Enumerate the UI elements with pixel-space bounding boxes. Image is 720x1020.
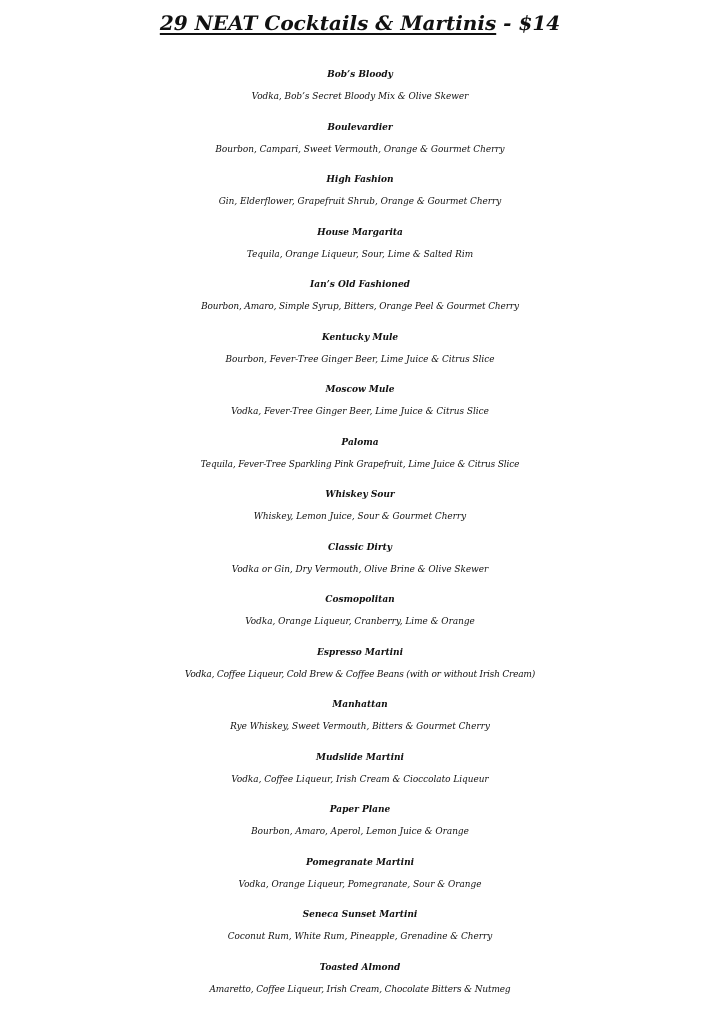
item-name: Whiskey Sour: [325, 490, 395, 500]
menu-item: [0, 117, 720, 170]
menu-item: [0, 904, 720, 957]
item-name: Seneca Sunset Martini: [302, 910, 418, 920]
menu-heading: [0, 8, 720, 38]
menu-item: [0, 222, 720, 275]
item-description: Vodka, Coffee Liqueur, Cold Brew & Coffee Beans (with or without Irish Cream): [184, 669, 536, 680]
item-description: Vodka or Gin, Dry Vermouth, Olive Brine & Olive Skewer: [231, 564, 489, 575]
item-description: Coconut Rum, White Rum, Pineapple, Grenadine & Cherry: [227, 932, 493, 942]
menu-item: [0, 642, 720, 695]
menu-item: [0, 852, 720, 905]
menu-item: [0, 64, 720, 117]
item-name: House Margarita: [317, 227, 403, 238]
item-description: Gin, Elderflower, Grapefruit Shrub, Orange & Gourmet Cherry: [218, 197, 502, 207]
item-name: Classic Dirty: [328, 542, 392, 553]
item-description: Bourbon, Campari, Sweet Vermouth, Orange & Gourmet Cherry: [215, 144, 505, 155]
menu-item: [0, 589, 720, 642]
item-description: Amaretto, Coffee Liqueur, Irish Cream, Chocolate Bitters & Nutmeg: [209, 984, 511, 995]
item-description: Vodka, Coffee Liqueur, Irish Cream & Cioccolato Liqueur: [231, 774, 489, 785]
item-name: Paloma: [341, 437, 379, 448]
item-name: Espresso Martini: [316, 647, 404, 658]
item-description: Whiskey, Lemon Juice, Sour & Gourmet Cherry: [253, 512, 467, 522]
menu-item: [0, 484, 720, 537]
item-description: Vodka, Orange Liqueur, Pomegranate, Sour & Orange: [238, 879, 482, 890]
menu-item: [0, 747, 720, 800]
menu-item: [0, 432, 720, 485]
menu-price: $14: [518, 11, 561, 35]
item-description: Bourbon, Amaro, Aperol, Lemon Juice & Orange: [251, 827, 469, 837]
menu-title: 29 NEAT Cocktails & Martinis: [159, 11, 497, 35]
cocktail-list: [0, 64, 720, 1009]
item-name: Kentucky Mule: [321, 332, 399, 343]
item-name: Cosmopolitan: [325, 595, 395, 605]
item-name: High Fashion: [326, 175, 394, 185]
item-name: Manhattan: [332, 700, 388, 710]
item-name: Boulevardier: [327, 122, 393, 133]
item-name: Toasted Almond: [319, 962, 401, 973]
item-name: Paper Plane: [329, 805, 391, 815]
item-name: Ian’s Old Fashioned: [310, 280, 410, 290]
item-description: Tequila, Fever-Tree Sparkling Pink Grapefruit, Lime Juice & Citrus Slice: [200, 459, 520, 470]
item-description: Vodka, Orange Liqueur, Cranberry, Lime & Orange: [245, 617, 475, 627]
menu-item: [0, 327, 720, 380]
item-description: Bourbon, Amaro, Simple Syrup, Bitters, Orange Peel & Gourmet Cherry: [201, 302, 519, 312]
item-description: Rye Whiskey, Sweet Vermouth, Bitters & Gourmet Cherry: [230, 722, 490, 732]
menu-item: [0, 379, 720, 432]
item-description: Vodka, Fever-Tree Ginger Beer, Lime Juice & Citrus Slice: [231, 407, 489, 417]
item-description: Bourbon, Fever-Tree Ginger Beer, Lime Juice & Citrus Slice: [225, 354, 495, 365]
menu-item: [0, 537, 720, 590]
menu-item: [0, 694, 720, 747]
item-description: Vodka, Bob’s Secret Bloody Mix & Olive Skewer: [251, 92, 469, 102]
title-separator: -: [496, 11, 519, 35]
item-name: Mudslide Martini: [316, 752, 404, 763]
menu-item: [0, 169, 720, 222]
item-name: Bob’s Bloody: [327, 70, 393, 80]
item-name: Moscow Mule: [325, 385, 395, 395]
menu-item: [0, 799, 720, 852]
menu-item: [0, 274, 720, 327]
item-name: Pomegranate Martini: [305, 857, 415, 868]
menu-item: [0, 957, 720, 1010]
item-description: Tequila, Orange Liqueur, Sour, Lime & Salted Rim: [246, 249, 474, 260]
